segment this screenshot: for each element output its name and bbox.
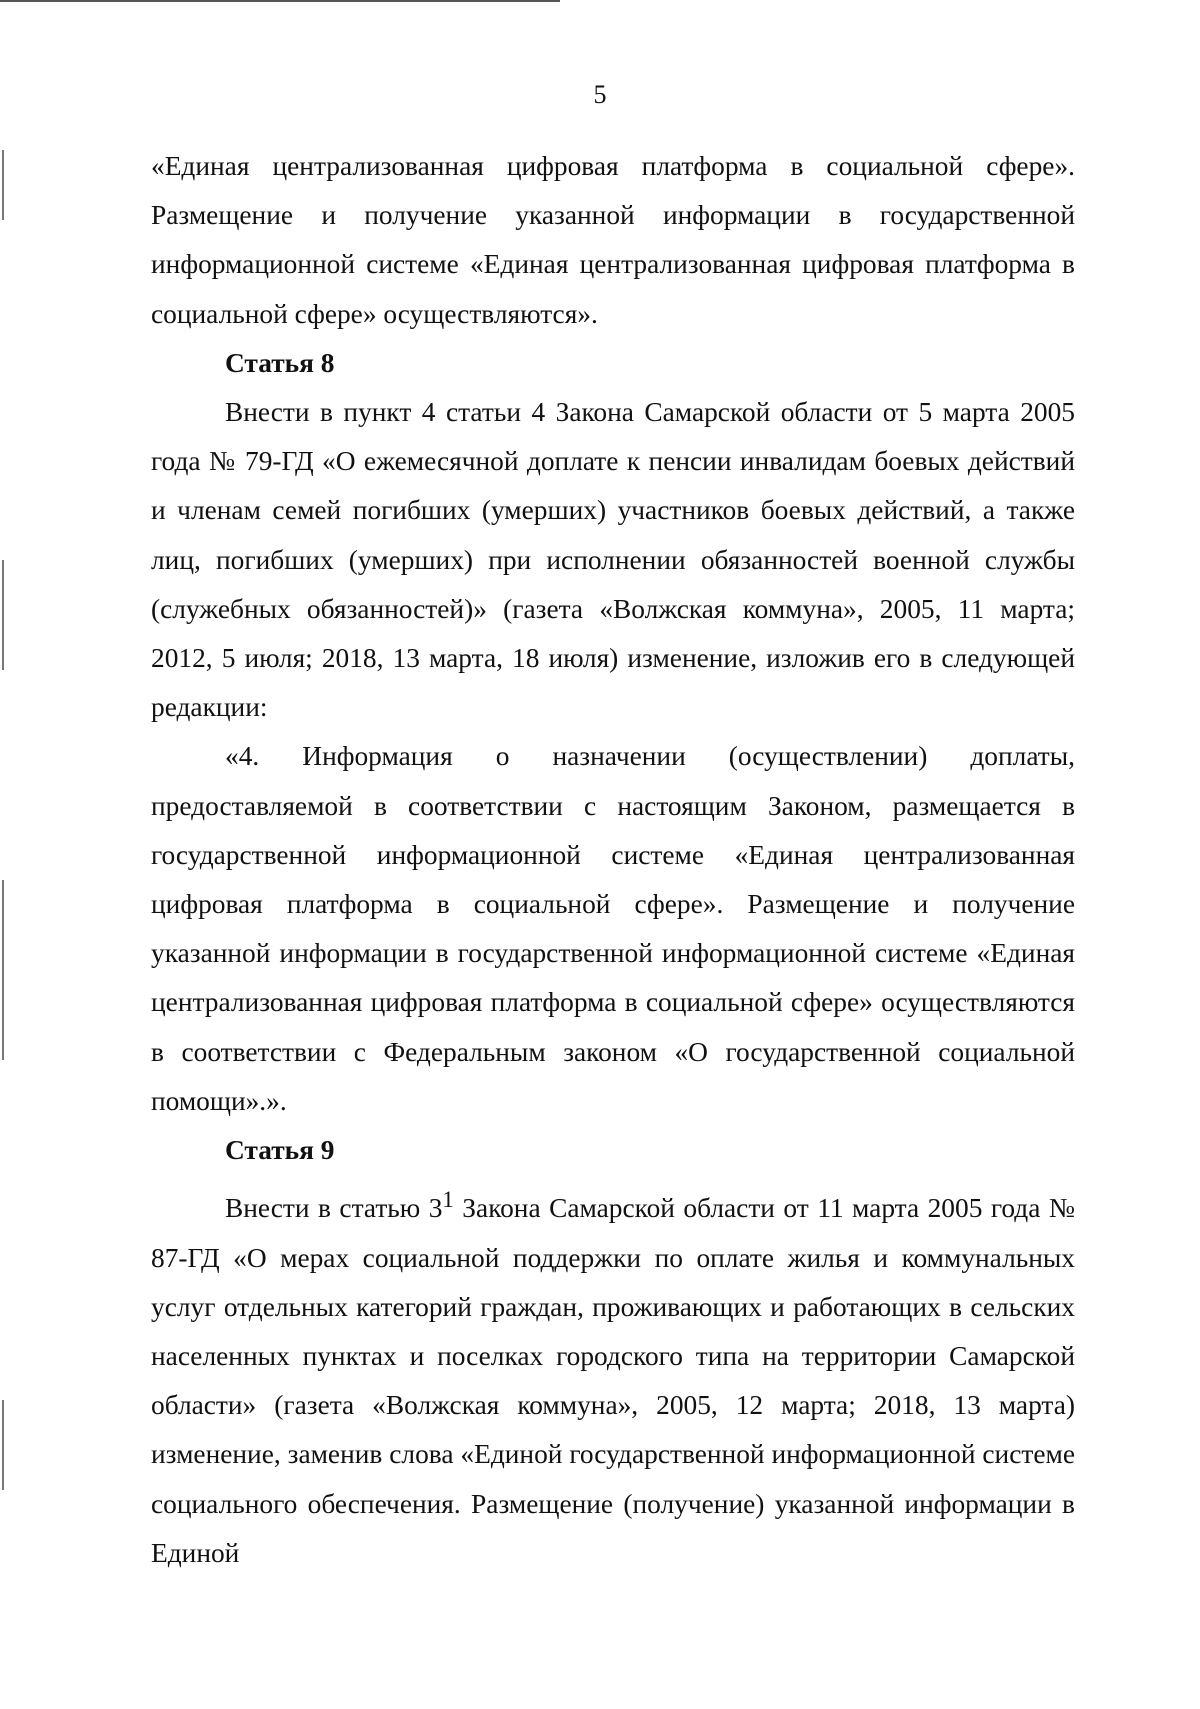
scan-margin-mark: [2, 560, 4, 670]
paragraph: [151, 1175, 1075, 1578]
paragraph: «Единая централизованная цифровая платформа в социальной сфере». Размещение и получение указанной информации в государственной информационной системе «Единая централизованная цифровая платформа в социальной сфере» осуществляются».: [151, 151, 1075, 329]
paragraph-text: Закона Самарской области от 11 марта 2005 года № 87-ГД «О мерах социальной поддержки по оплате жилья и коммунальных услуг отдельных категорий граждан, проживающих и работающих в сельских населенных пунктах и поселках городского типа на территории Самарской области» (газета «Волжская коммуна», 2005, 12 марта; 2018, 13 марта) изменение, заменив слова «Единой государственной информационной системе социального обеспечения. Размещение (получение) указанной информации в Единой: [151, 1193, 1076, 1568]
page-number: 5: [593, 80, 607, 109]
article-heading: Статья 8: [225, 347, 335, 378]
scan-edge-line: [0, 0, 560, 2]
article-heading: Статья 9: [225, 1135, 335, 1166]
scan-margin-mark: [2, 150, 4, 220]
superscript: 1: [442, 1187, 454, 1213]
paragraph: «4. Информация о назначении (осуществлении) доплаты, предоставляемой в соответствии с настоящим Законом, размещается в государственной информационной системе «Единая централизованная цифровая платформа в социальной сфере». Размещение и получение указанной информации в государственной информационной системе «Единая централизованная цифровая платформа в социальной сфере» осуществляются в соответствии с Федеральным законом «О государственной социальной помощи».».: [151, 741, 1075, 1116]
scan-margin-mark: [2, 880, 4, 1060]
scan-margin-mark: [2, 1400, 4, 1490]
document-body: [151, 142, 1075, 1578]
paragraph: Внести в пункт 4 статьи 4 Закона Самарской области от 5 марта 2005 года № 79-ГД «О ежемесячной доплате к пенсии инвалидам боевых действий и членам семей погибших (умерших) участников боевых действий, а также лиц, погибших (умерших) при исполнении обязанностей военной службы (служебных обязанностей)» (газета «Волжская коммуна», 2005, 11 марта; 2012, 5 июля; 2018, 13 марта, 18 июля) изменение, изложив его в следующей редакции:: [151, 397, 1075, 723]
paragraph-text: Внести в статью 3: [225, 1193, 443, 1224]
